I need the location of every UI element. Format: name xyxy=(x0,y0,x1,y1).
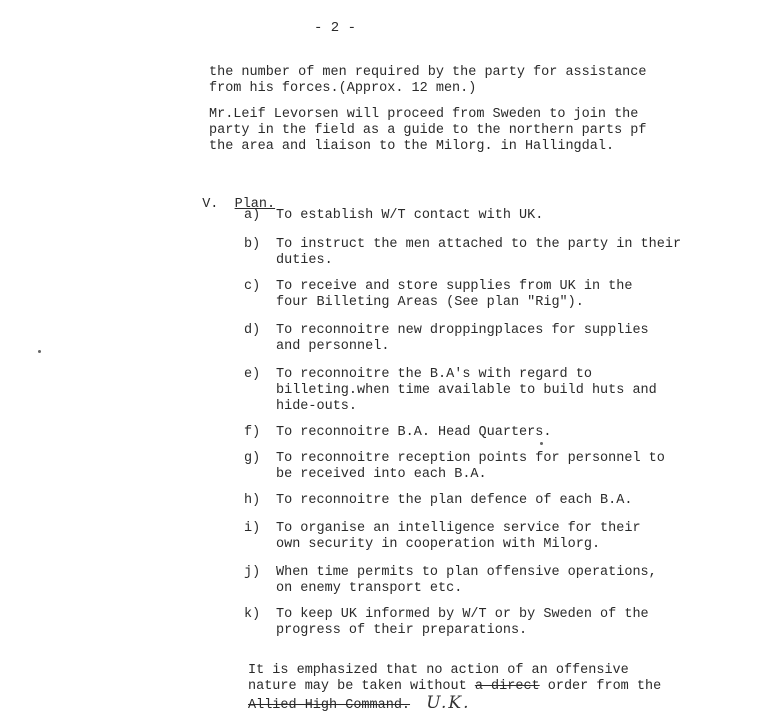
item-text: To keep UK informed by W/T or by Sweden of the xyxy=(276,607,649,622)
struck-text: Allied High Command. xyxy=(248,698,411,713)
closing-text: nature may be taken without xyxy=(248,679,475,694)
item-label: a) xyxy=(244,208,261,223)
item-label: c) xyxy=(244,279,261,294)
item-text: To reconnoitre reception points for personnel to xyxy=(276,451,665,466)
closing-line-3 xyxy=(248,695,471,714)
item-text: and personnel. xyxy=(276,339,390,354)
item-text: progress of their preparations. xyxy=(276,623,528,638)
item-text: To reconnoitre the B.A's with regard to xyxy=(276,367,592,382)
item-label: b) xyxy=(244,237,261,252)
section-title: Plan. xyxy=(234,197,276,212)
item-text: be received into each B.A. xyxy=(276,467,487,482)
guide-line-2: party in the field as a guide to the northern parts pf xyxy=(209,123,647,138)
item-label: j) xyxy=(244,565,261,580)
item-label: g) xyxy=(244,451,261,466)
item-label: f) xyxy=(244,425,261,440)
item-label: k) xyxy=(244,607,261,622)
handwritten-annotation: U.K. xyxy=(426,693,471,713)
item-label: i) xyxy=(244,521,261,536)
item-text: When time permits to plan offensive operations, xyxy=(276,565,657,580)
item-label: d) xyxy=(244,323,261,338)
item-text: To organise an intelligence service for their xyxy=(276,521,641,536)
closing-line-1: It is emphasized that no action of an offensive xyxy=(248,663,629,678)
item-text: To reconnoitre B.A. Head Quarters. xyxy=(276,425,552,440)
item-text: own security in cooperation with Milorg. xyxy=(276,537,601,552)
guide-line-3: the area and liaison to the Milorg. in Hallingdal. xyxy=(209,139,615,154)
intro-line-1: the number of men required by the party for assistance xyxy=(209,65,647,80)
page-number: - 2 - xyxy=(314,20,357,36)
intro-line-2: from his forces.(Approx. 12 men.) xyxy=(209,81,477,96)
item-text: To receive and store supplies from UK in the xyxy=(276,279,633,294)
item-text: To reconnoitre the plan defence of each B.A. xyxy=(276,493,633,508)
struck-text: a direct xyxy=(474,679,540,694)
item-label: h) xyxy=(244,493,261,508)
item-text: four Billeting Areas (See plan "Rig"). xyxy=(276,295,584,310)
item-text: on enemy transport etc. xyxy=(276,581,463,596)
item-text: To reconnoitre new droppingplaces for supplies xyxy=(276,323,649,338)
guide-line-1: Mr.Leif Levorsen will proceed from Sweden to join the xyxy=(209,107,639,122)
item-text: To instruct the men attached to the party in their xyxy=(276,237,682,252)
section-number: V. xyxy=(202,197,219,212)
closing-text: order from the xyxy=(539,679,662,694)
item-text: billeting.when time available to build huts and xyxy=(276,383,657,398)
scan-speck xyxy=(540,442,543,445)
scan-speck xyxy=(38,350,41,353)
item-text: To establish W/T contact with UK. xyxy=(276,208,544,223)
section-heading xyxy=(186,181,275,213)
item-text: hide-outs. xyxy=(276,399,358,414)
item-label: e) xyxy=(244,367,261,382)
item-text: duties. xyxy=(276,253,333,268)
